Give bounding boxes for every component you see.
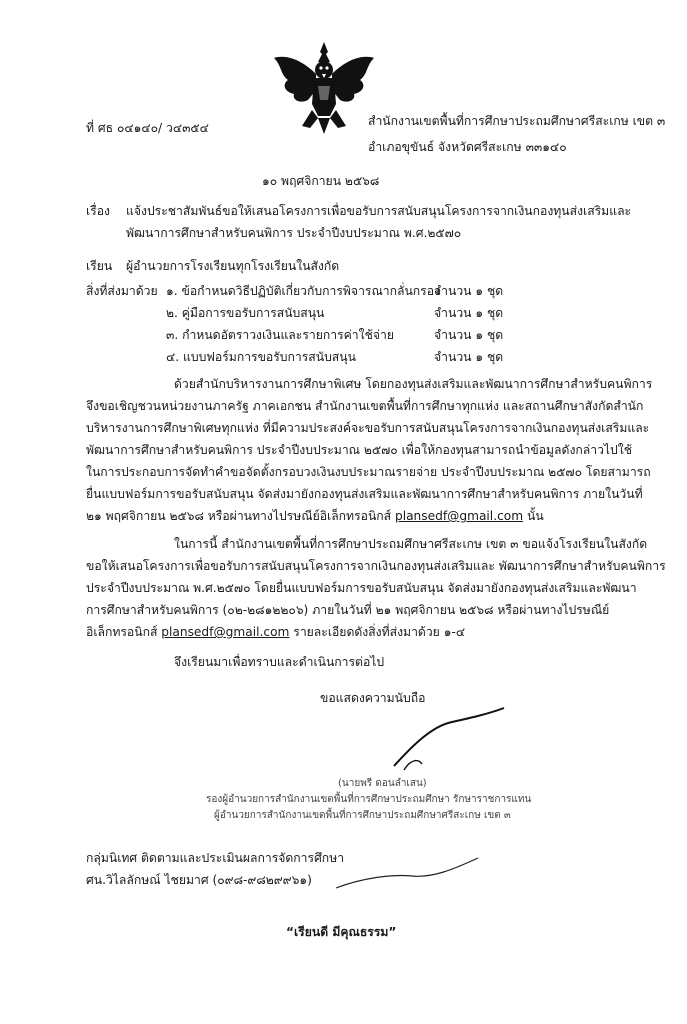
paragraph-2-line-1: ในการนี้ สำนักงานเขตพื้นที่การศึกษาประถมศึกษาศรีสะเกษ เขต ๓ ขอแจ้งโรงเรียนในสังกัด	[174, 537, 648, 551]
paragraph-1-text: ๒๑ พฤศจิกายน ๒๕๖๘ หรือผ่านทางไปรษณีย์อิเล็กทรอนิกส์	[86, 509, 395, 523]
closing-regards: ขอแสดงความนับถือ	[320, 691, 426, 705]
office-name: สำนักงานเขตพื้นที่การศึกษาประถมศึกษาศรีสะเกษ เขต ๓	[368, 114, 666, 128]
paragraph-2-line-4: การศึกษาสำหรับคนพิการ (๐๒-๒๘๑๒๒๐๖) ภายในวันที่ ๒๑ พฤศจิกายน ๒๕๖๘ หรือผ่านทางไปรษณีย์	[86, 603, 610, 617]
paragraph-1-line-6: ยื่นแบบฟอร์มการขอรับสนับสนุน จัดส่งมายังกองทุนส่งเสริมและพัฒนาการศึกษาสำหรับคนพิการ ภายในวันที่	[86, 487, 643, 501]
enclosure-item: ๒. คู่มือการขอรับการสนับสนุน	[166, 306, 325, 320]
signer-name: (นายพรี ดอนลำเสน)	[338, 778, 427, 789]
email-link[interactable]: plansedf@gmail.com	[161, 625, 290, 639]
document-date: ๑๐ พฤศจิกายน ๒๕๖๘	[262, 174, 380, 188]
handwritten-mark	[332, 848, 482, 908]
paragraph-1-line-3: บริหารงานการศึกษาพิเศษทุกแห่ง ที่มีความประสงค์จะขอรับการสนับสนุนโครงการจากเงินกองทุนส่งเสริมและ	[86, 421, 650, 435]
paragraph-1-line-2: จึงขอเชิญชวนหน่วยงานภาครัฐ ภาคเอกชน สำนักงานเขตพื้นที่การศึกษาทุกแห่ง และสถานศึกษาสังกัดสำนัก	[86, 399, 644, 413]
enclosure-quantity: จำนวน ๑ ชุด	[434, 328, 504, 342]
email-link[interactable]: plansedf@gmail.com	[394, 509, 524, 523]
enclosure-quantity: จำนวน ๑ ชุด	[434, 306, 504, 320]
enclosures-label: สิ่งที่ส่งมาด้วย	[86, 284, 158, 298]
enclosure-item: ๑. ข้อกำหนดวิธีปฏิบัติเกี่ยวกับการพิจารณากลั่นกรอง	[166, 284, 440, 298]
subject-line-1: แจ้งประชาสัมพันธ์ขอให้เสนอโครงการเพื่อขอรับการสนับสนุนโครงการจากเงินกองทุนส่งเสริมและ	[126, 204, 632, 218]
garuda-emblem	[272, 40, 376, 136]
contact-person: ศน.วิไลลักษณ์ ไชยมาศ (๐๙๘-๙๘๒๙๙๖๑)	[86, 873, 312, 887]
paragraph-1-line-4: พัฒนาการศึกษาสำหรับคนพิการ ประจำปีงบประมาณ ๒๕๗๐ เพื่อให้กองทุนสามารถนำข้อมูลดังกล่าวไปใช้	[86, 443, 633, 457]
enclosure-quantity: จำนวน ๑ ชุด	[434, 284, 504, 298]
closing-request: จึงเรียนมาเพื่อทราบและดำเนินการต่อไป	[174, 655, 385, 669]
paragraph-1-text-end: นั้น	[523, 509, 544, 523]
signer-title-line-1: รองผู้อำนวยการสำนักงานเขตพื้นที่การศึกษาประถมศึกษา รักษาราชการแทน	[206, 794, 532, 805]
enclosure-item: ๔. แบบฟอร์มการขอรับการสนับสนุน	[166, 350, 356, 364]
reference-number: ที่ ศธ ๐๔๑๔๐/ ว๔๓๕๔	[86, 121, 209, 135]
signer-title-line-2: ผู้อำนวยการสำนักงานเขตพื้นที่การศึกษาประถมศึกษาศรีสะเกษ เขต ๓	[214, 810, 511, 821]
enclosure-item: ๓. กำหนดอัตราวงเงินและรายการค่าใช้จ่าย	[166, 328, 394, 342]
office-address: อำเภอขุขันธ์ จังหวัดศรีสะเกษ ๓๓๑๔๐	[368, 140, 567, 154]
paragraph-1-line-7	[86, 508, 544, 524]
paragraph-1-line-1: ด้วยสำนักบริหารงานการศึกษาพิเศษ โดยกองทุนส่งเสริมและพัฒนาการศึกษาสำหรับคนพิการ	[174, 377, 653, 391]
paragraph-2-text: อิเล็กทรอนิกส์	[86, 625, 162, 639]
contact-unit: กลุ่มนิเทศ ติดตามและประเมินผลการจัดการศึกษา	[86, 851, 345, 865]
footer-motto: “เรียนดี มีคุณธรรม”	[286, 925, 397, 939]
subject-label: เรื่อง	[86, 204, 110, 218]
paragraph-2-text-end: รายละเอียดดังสิ่งที่ส่งมาด้วย ๑-๔	[289, 625, 466, 639]
enclosure-quantity: จำนวน ๑ ชุด	[434, 350, 504, 364]
signature	[392, 706, 508, 776]
salutation-text: ผู้อำนวยการโรงเรียนทุกโรงเรียนในสังกัด	[126, 259, 340, 273]
salutation-label: เรียน	[86, 259, 113, 273]
subject-line-2: พัฒนาการศึกษาสำหรับคนพิการ ประจำปีงบประมาณ พ.ศ.๒๕๗๐	[126, 226, 462, 240]
paragraph-2-line-3: ประจำปีงบประมาณ พ.ศ.๒๕๗๐ โดยยื่นแบบฟอร์มการขอรับสนับสนุน จัดส่งมายังกองทุนส่งเสริมและพัฒนา	[86, 581, 637, 595]
paragraph-2-line-5	[86, 624, 465, 640]
paragraph-2-line-2: ขอให้เสนอโครงการเพื่อขอรับการสนับสนุนโครงการจากเงินกองทุนส่งเสริมและ พัฒนาการศึกษาสำหรับคนพิการ	[86, 559, 666, 573]
paragraph-1-line-5: ในการประกอบการจัดทำคำขอจัดตั้งกรอบวงเงินงบประมาณรายจ่าย ประจำปีงบประมาณ ๒๕๗๐ โดยสามารถ	[86, 465, 651, 479]
